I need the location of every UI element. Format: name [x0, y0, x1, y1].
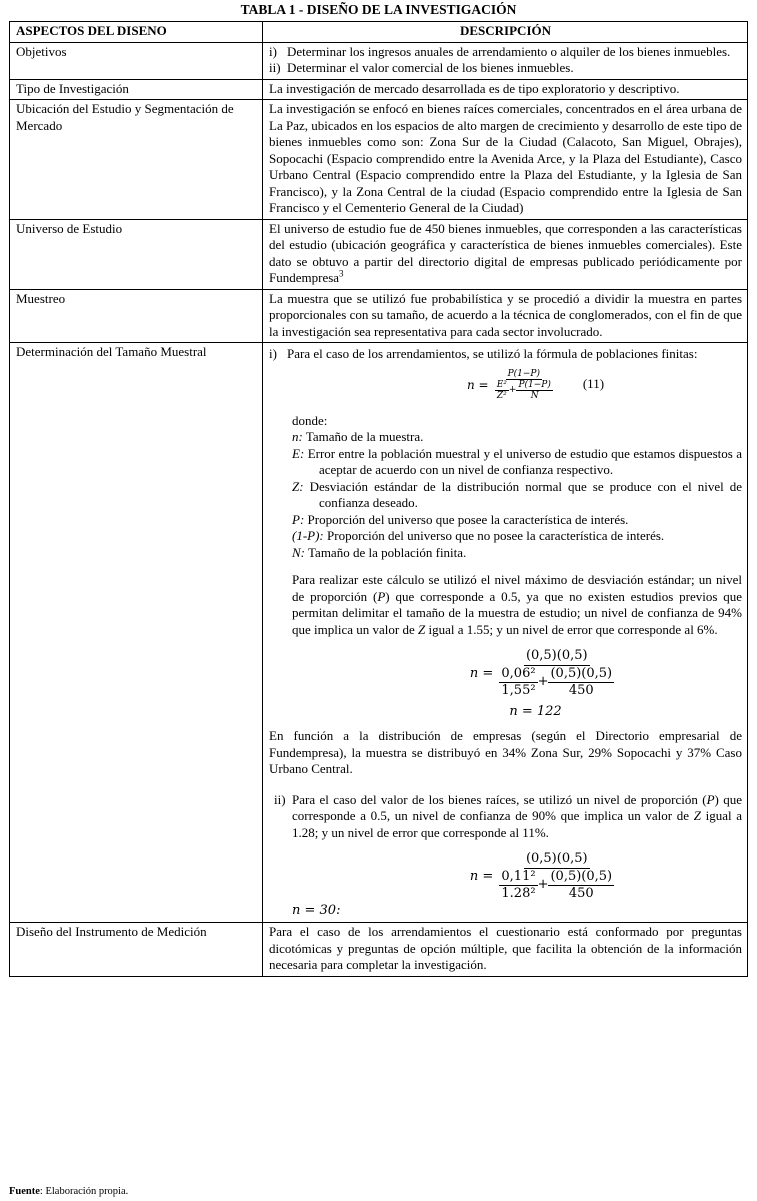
calc-fraction [497, 851, 616, 903]
def-text: Proporción del universo que no posee la característica de interés. [323, 528, 665, 543]
distribution-paragraph: En función a la distribución de empresas (según el Directorio empresarial de Fundempresa), la muestra se distribuyó en 34% Zona Sur, 29% Sopocachi y 37% Caso Urbano Central. [269, 728, 742, 776]
list-number: ii) [274, 791, 286, 807]
table-row [10, 289, 748, 343]
para-text: Para realizar este cálculo se utilizó el nivel máximo de desviación estándar; un nivel de proporción ( [292, 572, 742, 604]
calc-lhs: n = [469, 665, 494, 681]
header-descripcion: DESCRIPCIÓN [263, 22, 748, 43]
definition-item [269, 545, 742, 562]
calc-numerator: (0,5)(0,5) [524, 851, 590, 869]
para-text: Para el caso del valor de los bienes raíces, se utilizó un nivel de proporción ( [292, 791, 707, 807]
list-text: Determinar los ingresos anuales de arrendamiento o alquiler de los bienes inmuebles. [287, 43, 731, 59]
para-symbol: Z [418, 621, 426, 637]
def-text: Desviación estándar de la distribución normal que se produce con el nivel de confianza deseado. [303, 478, 742, 510]
formula-denominator [493, 380, 555, 401]
list-item [269, 44, 742, 61]
design-table [9, 21, 748, 977]
list-text [292, 792, 742, 842]
donde-label: donde: [292, 412, 328, 428]
table-title: TABLA 1 - DISEÑO DE LA INVESTIGACIÓN [240, 2, 517, 17]
equation-number: (11) [582, 376, 605, 392]
list-item [269, 60, 742, 77]
def-symbol: P: [292, 511, 305, 527]
list-text: Determinar el valor comercial de los bienes inmuebles. [287, 60, 574, 75]
para-text: ) que corresponde a 0.5, un nivel de confianza de 90% que implica un valor de [292, 791, 742, 823]
calc-numerator: (0,5)(0,5) [524, 648, 590, 666]
row-label-ubicacion: Ubicación del Estudio y Segmentación de Mercado [10, 100, 263, 220]
den-b-den: N [530, 390, 539, 401]
list-item [269, 792, 742, 842]
formula-numerator: P(1−P) [507, 368, 540, 379]
row-desc-ubicacion: La investigación se enfocó en bienes raíces comerciales, concentrados en el área urbana de La Paz, ubicados en los espacios de alto margen de crecimiento y desarrollo de este tipo de bienes inmuebles como son: Zona Sur de la Ciudad (Calacoto, San Miguel, Obrajes), Sopocachi (Espacio comprendido entre la Avenida Arce, y la Plaza del Estudiante), Casco Urbano Central (Espacio comprendido entre la Plaza del Estudiante, y la Iglesia de San Francisco), y la Zona Central de la ciudad (Espacio comprendido entre la Iglesia de San Francisco y el Cementerio General de la Ciudad) [263, 100, 748, 220]
calc-plus: + [537, 877, 549, 893]
def-text: Tamaño de la población finita. [305, 544, 467, 560]
row-label-muestreo: Muestreo [10, 289, 263, 343]
calc-fraction [497, 648, 616, 700]
para-symbol: P [706, 791, 715, 807]
definition-item [269, 446, 742, 479]
def-symbol: (1-P): [292, 528, 324, 543]
calc-lhs: n = [469, 868, 494, 884]
formula-den-a [495, 380, 509, 401]
header-aspectos: ASPECTOS DEL DISENO [10, 22, 263, 43]
table-row [10, 42, 748, 79]
den-plus: + [508, 385, 517, 395]
calc-den-b [548, 666, 614, 700]
para-symbol: P [377, 588, 386, 604]
definition-item [269, 512, 742, 529]
calc-b-num: (0,5)(0,5) [548, 869, 614, 887]
calc-a-num: 0,06² [499, 666, 537, 684]
universo-text: El universo de estudio fue de 450 bienes inmuebles, que corresponden a las características del estudio (ubicación geográfica y característica de bienes inmuebles comerciales). Este dato se obtuvo a partir del directorio digital de empresas publicado periódicamente por Fundempresa [269, 220, 742, 285]
para-text: ) que corresponde a 0.5, ya que no existen estudios previos que permitan delimitar el tamaño de la muestra de estudio; un nivel de confianza de 94% que implica un valor de [292, 588, 743, 637]
calc-paragraph-1 [269, 572, 742, 638]
formula-lhs: n = [466, 377, 489, 392]
def-symbol: N: [292, 544, 305, 560]
calc-result-1: n = 122 [509, 703, 562, 719]
list-item [269, 346, 742, 363]
row-label-universo: Universo de Estudio [10, 219, 263, 289]
row-label-objetivos: Objetivos [10, 42, 263, 79]
def-text: Tamaño de la muestra. [302, 429, 424, 444]
calc-denominator [497, 666, 616, 700]
footnote-marker: 3 [339, 268, 344, 279]
table-header-row [10, 22, 748, 43]
formula-fraction [493, 369, 555, 401]
row-label-tamano: Determinación del Tamaño Muestral [10, 343, 263, 923]
source-note [9, 1184, 128, 1201]
row-desc-muestreo: La muestra que se utilizó fue probabilística y se procedió a dividir la muestra en partes proporcionales con su tamaño, de acuerdo a la técnica de conglomerados, con el fin de que la investigación sea representativa para cada sector involucrado. [263, 289, 748, 343]
calc-b-den: 450 [568, 886, 594, 901]
table-row [10, 79, 748, 100]
calc-b-num: (0,5)(0,5) [548, 666, 614, 684]
row-desc-tipo: La investigación de mercado desarrollada es de tipo exploratorio y descriptivo. [263, 79, 748, 100]
sample-calc-2 [269, 851, 742, 903]
calc-den-b [548, 869, 614, 903]
list-number: i) [269, 43, 277, 59]
definition-item [269, 528, 742, 545]
def-symbol: E: [292, 445, 305, 461]
row-desc-objetivos [263, 42, 748, 79]
definition-item [269, 479, 742, 512]
calc-a-den: 1.28² [501, 886, 536, 901]
table-row [10, 219, 748, 289]
definition-item [269, 429, 742, 446]
calc-b-den: 450 [568, 683, 594, 698]
den-a-den: Z² [496, 390, 507, 401]
list-number: i) [269, 346, 277, 361]
para-text: igual a 1.55; y un nivel de error que corresponde al 6%. [425, 621, 718, 637]
den-a-num: E² [496, 379, 507, 390]
calc-den-a [499, 666, 537, 700]
calc-den-a [499, 869, 537, 903]
def-symbol: n: [292, 429, 303, 444]
calc-a-den: 1,55² [501, 683, 536, 698]
source-text: : Elaboración propia. [39, 1186, 129, 1197]
table-row [10, 100, 748, 220]
calc-denominator [497, 869, 616, 903]
list-text: Para el caso de los arrendamientos, se utilizó la fórmula de poblaciones finitas: [287, 346, 698, 361]
table-row [10, 923, 748, 977]
para-symbol: Z [693, 808, 701, 823]
calc-a-num: 0,11² [499, 869, 537, 887]
row-label-tipo: Tipo de Investigación [10, 79, 263, 100]
calc-result-2: n = 30: [292, 902, 341, 918]
sample-calc-1 [269, 648, 742, 700]
row-desc-universo [263, 219, 748, 289]
row-desc-tamano [263, 343, 748, 923]
list-number: ii) [269, 60, 281, 75]
row-desc-diseno: Para el caso de los arrendamientos el cuestionario está conformado por preguntas dicotómicas y preguntas de opción múltiple, que facilita la obtención de la información necesaria para completar la investigación. [263, 923, 748, 977]
den-b-num: P(1−P) [518, 379, 551, 390]
formula-den-b [516, 380, 552, 401]
finite-population-formula [269, 369, 742, 401]
def-text: Error entre la población muestral y el universo de estudio que estamos dispuestos a aceptar de acuerdo con un nivel de confianza respectivo. [304, 445, 742, 477]
para-text: igual a 1.28; y un nivel de error que corresponde al 11%. [292, 808, 743, 840]
row-label-diseno: Diseño del Instrumento de Medición [10, 923, 263, 977]
def-text: Proporción del universo que posee la característica de interés. [304, 511, 629, 527]
calc-plus: + [537, 674, 549, 690]
table-row [10, 343, 748, 923]
def-symbol: Z: [292, 478, 304, 494]
source-label: Fuente [9, 1186, 40, 1197]
